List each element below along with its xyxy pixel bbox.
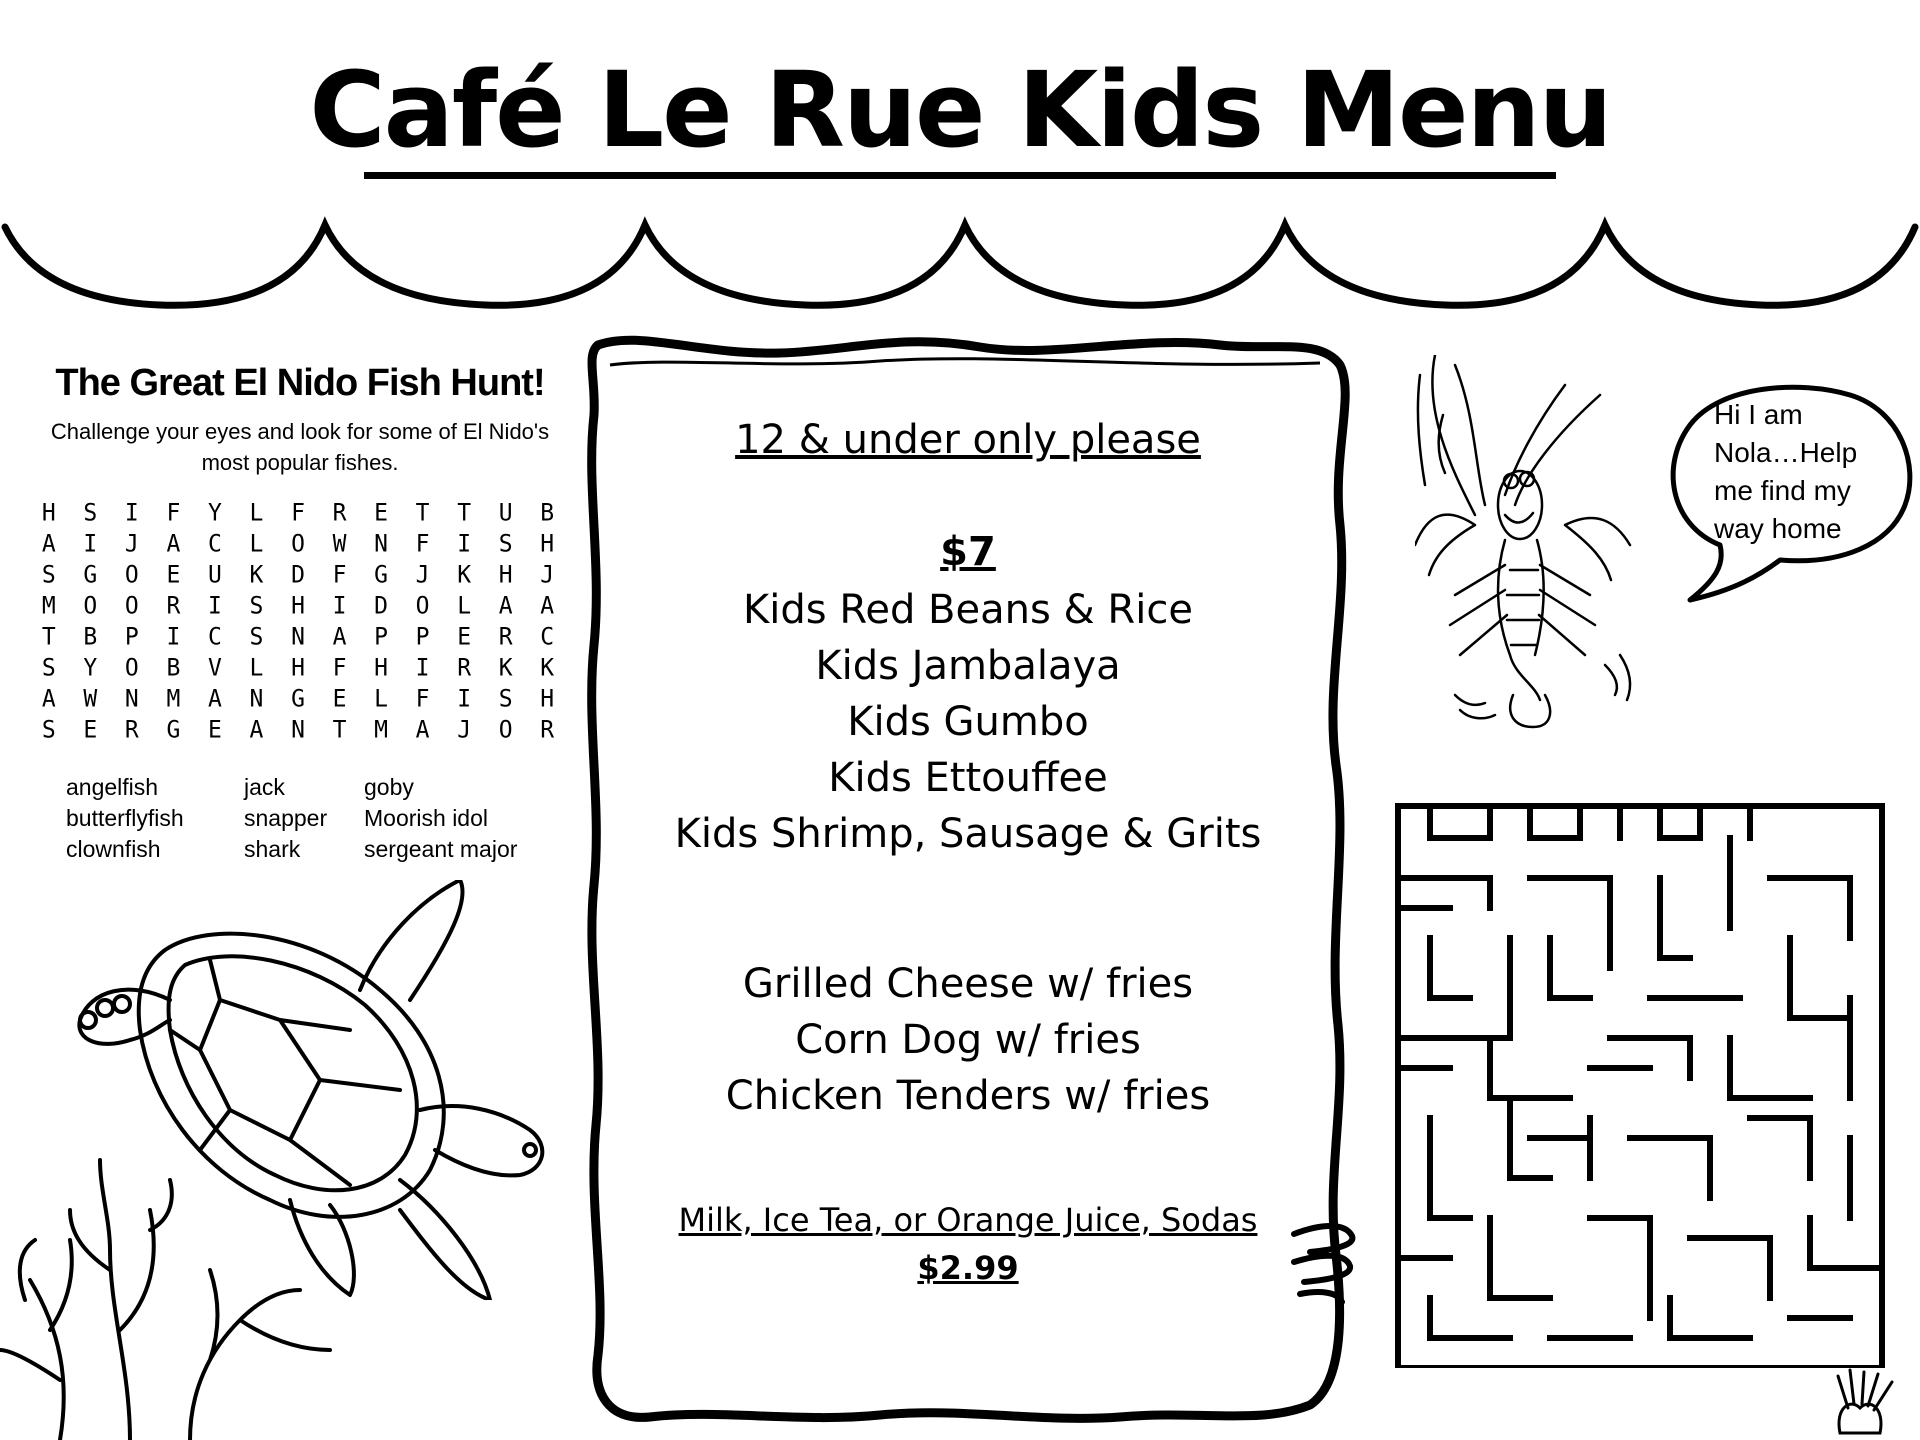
word-search-word: shark: [244, 836, 301, 862]
word-search-letter: K: [498, 654, 513, 682]
word-search-letter: I: [124, 499, 139, 527]
word-search-subtitle-line: Challenge your eyes and look for some of El Nido's: [50, 419, 550, 444]
menu-item: Grilled Cheese w/ fries: [742, 961, 1194, 1007]
speech-bubble-line: Hi I am: [1714, 399, 1803, 430]
word-search-letter: A: [166, 530, 181, 558]
word-search-letter: E: [83, 716, 98, 744]
word-search-letter: H: [498, 561, 513, 589]
word-search-letter: P: [374, 623, 388, 651]
word-search-letter: Y: [207, 499, 222, 527]
word-search-letter: E: [166, 561, 181, 589]
title-underline: [364, 172, 1556, 179]
word-search-letter: O: [124, 561, 139, 589]
word-search-letter: J: [540, 561, 555, 589]
word-search-letter: N: [374, 530, 388, 558]
word-search-word: angelfish: [66, 774, 159, 800]
menu-item: Kids Red Beans & Rice: [743, 587, 1193, 633]
word-search-letter: J: [457, 716, 472, 744]
maze-puzzle: [1390, 798, 1890, 1368]
word-search-letter: G: [83, 561, 98, 589]
word-search-word: snapper: [244, 805, 328, 831]
word-search-letter: A: [249, 716, 264, 744]
menu-group-entrees: [620, 582, 1316, 862]
word-search-letter: S: [41, 654, 56, 682]
word-search-letter: H: [374, 654, 388, 682]
word-search-letter: J: [124, 530, 139, 558]
menu-item: Kids Gumbo: [847, 699, 1089, 745]
word-search-letter: F: [166, 499, 181, 527]
word-search-letter: L: [374, 685, 388, 713]
word-search-letter: S: [41, 716, 56, 744]
word-search-letter: D: [291, 561, 305, 589]
word-search-word: Moorish idol: [364, 805, 488, 831]
word-search-letter: U: [498, 499, 513, 527]
word-search-subtitle-line: most popular fishes.: [201, 450, 399, 475]
word-search-letter: J: [415, 561, 430, 589]
word-search-letter: I: [166, 623, 181, 651]
coral-illustration: [0, 1150, 340, 1440]
word-search-letter: H: [41, 499, 56, 527]
word-search-letter: B: [166, 654, 181, 682]
speech-bubble-line: me find my: [1714, 475, 1851, 506]
drinks-line: Milk, Ice Tea, or Orange Juice, Sodas: [678, 1201, 1258, 1239]
word-search-letter: H: [291, 592, 305, 620]
word-search-letter: G: [291, 685, 305, 713]
word-search-letter: I: [457, 685, 472, 713]
word-search-word: jack: [244, 774, 285, 800]
menu-item: Kids Shrimp, Sausage & Grits: [674, 811, 1262, 857]
word-search-letter: S: [498, 685, 513, 713]
speech-bubble-line: Nola…Help: [1714, 437, 1858, 468]
menu-group-fries: [620, 956, 1316, 1124]
word-search-letter: M: [374, 716, 388, 744]
word-search-word: sergeant major: [364, 836, 518, 862]
word-search-title: The Great El Nido Fish Hunt!: [55, 362, 545, 404]
word-search-letter: P: [124, 623, 139, 651]
speech-bubble-line: way home: [1714, 513, 1842, 544]
word-search-letter: N: [291, 716, 305, 744]
word-search-letter: P: [415, 623, 430, 651]
word-search-letter: S: [83, 499, 98, 527]
menu-item: Chicken Tenders w/ fries: [725, 1073, 1211, 1119]
word-search-letter: O: [498, 716, 513, 744]
word-search-letter: C: [207, 530, 222, 558]
word-search-letter: L: [249, 530, 264, 558]
word-search-letter: A: [207, 685, 222, 713]
word-search-letter: D: [374, 592, 388, 620]
word-search-letter: U: [207, 561, 222, 589]
word-search-letter: A: [41, 530, 56, 558]
kids-meal-price: $7: [940, 529, 996, 575]
word-search-word: goby: [364, 774, 414, 800]
word-search-letter: C: [540, 623, 555, 651]
word-search-letter: N: [291, 623, 305, 651]
word-search-letter: O: [124, 592, 139, 620]
word-search-letter: G: [166, 716, 181, 744]
word-search-grid: [28, 498, 568, 746]
menu-item: Kids Jambalaya: [815, 643, 1121, 689]
word-search-letter: L: [249, 499, 264, 527]
word-search-letter: H: [540, 530, 555, 558]
word-search-letter: F: [332, 654, 347, 682]
word-search-letter: R: [332, 499, 347, 527]
word-search-letter: T: [41, 623, 56, 651]
word-search-letter: A: [332, 623, 347, 651]
word-search-word: clownfish: [66, 836, 161, 862]
word-search-letter: S: [249, 623, 264, 651]
word-search-letter: E: [457, 623, 472, 651]
word-search-letter: T: [457, 499, 472, 527]
word-search-letter: A: [415, 716, 430, 744]
word-search-letter: F: [415, 685, 430, 713]
word-search-letter: E: [332, 685, 347, 713]
word-search-letter: F: [415, 530, 430, 558]
word-search-letter: H: [291, 654, 305, 682]
word-search-subtitle: [20, 416, 580, 478]
word-search-letter: E: [374, 499, 388, 527]
word-search-letter: K: [457, 561, 472, 589]
word-search-letter: O: [83, 592, 98, 620]
word-search-letter: N: [124, 685, 139, 713]
word-search-letter: I: [415, 654, 430, 682]
word-search-letter: I: [207, 592, 222, 620]
word-search-letter: A: [540, 592, 555, 620]
word-search-letter: G: [374, 561, 388, 589]
word-search-letter: C: [207, 623, 222, 651]
word-search-word-list: [66, 772, 566, 865]
word-search-letter: V: [207, 654, 222, 682]
word-search-letter: R: [124, 716, 139, 744]
word-search-letter: L: [457, 592, 472, 620]
word-search-letter: H: [540, 685, 555, 713]
word-search-letter: W: [332, 530, 347, 558]
word-search-letter: R: [498, 623, 513, 651]
word-search-letter: S: [249, 592, 264, 620]
menu-item: Corn Dog w/ fries: [795, 1017, 1141, 1063]
word-search-letter: F: [291, 499, 305, 527]
page-title: Café Le Rue Kids Menu: [309, 49, 1611, 171]
word-search-letter: I: [457, 530, 472, 558]
word-search-letter: W: [83, 685, 98, 713]
word-search-letter: A: [498, 592, 513, 620]
word-search-letter: K: [249, 561, 264, 589]
word-search-letter: S: [41, 561, 56, 589]
age-note: 12 & under only please: [735, 417, 1201, 463]
word-search-letter: O: [124, 654, 139, 682]
word-search-letter: R: [166, 592, 181, 620]
word-search-letter: T: [332, 716, 347, 744]
word-search-letter: R: [540, 716, 555, 744]
word-search-letter: K: [540, 654, 555, 682]
word-search-letter: F: [332, 561, 347, 589]
anemone-drawing: [1830, 1368, 1900, 1438]
word-search-word: butterflyfish: [66, 805, 184, 831]
word-search-letter: R: [457, 654, 472, 682]
drinks-price: $2.99: [917, 1249, 1019, 1287]
word-search-letter: S: [498, 530, 513, 558]
word-search-letter: M: [41, 592, 56, 620]
menu-item: Kids Ettouffee: [828, 755, 1108, 801]
word-search-letter: N: [249, 685, 264, 713]
word-search-letter: M: [166, 685, 181, 713]
word-search-letter: T: [415, 499, 430, 527]
word-search-letter: A: [41, 685, 56, 713]
word-search-letter: O: [415, 592, 430, 620]
wave-border: [0, 215, 1920, 325]
word-search-letter: O: [291, 530, 305, 558]
word-search-letter: L: [249, 654, 264, 682]
word-search-letter: I: [332, 592, 347, 620]
speech-bubble-text: [1714, 396, 1914, 548]
crawfish-illustration: [1415, 355, 1655, 735]
word-search-letter: B: [83, 623, 98, 651]
word-search-letter: I: [83, 530, 98, 558]
word-search-letter: E: [207, 716, 222, 744]
word-search-letter: B: [540, 499, 555, 527]
word-search-letter: Y: [83, 654, 98, 682]
